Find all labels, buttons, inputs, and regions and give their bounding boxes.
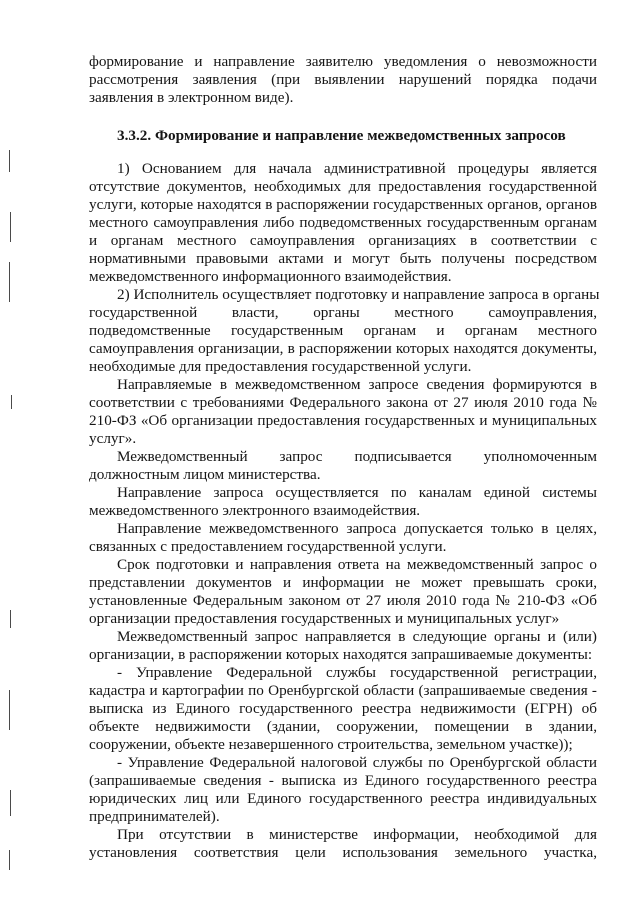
- text-line: и органам местного самоуправления организациях в соответствии с: [89, 232, 597, 249]
- text-line: должностным лицом министерства.: [89, 466, 321, 483]
- text-line: выписка из Единого государственного реестра недвижимости (ЕГРН) об: [89, 700, 597, 717]
- text-line: услуги, которые находятся в распоряжении государственных органов, органов: [89, 196, 597, 213]
- text-line: При отсутствии в министерстве информации, необходимой для: [117, 826, 597, 843]
- text-line: Срок подготовки и направления ответа на межведомственный запрос о: [117, 556, 597, 573]
- text-line: межведомственного информационного взаимодействия.: [89, 268, 452, 285]
- text-line: 210-ФЗ «Об организации предоставления государственных и муниципальных: [89, 412, 597, 429]
- text-line: Межведомственный запрос направляется в следующие органы и (или): [117, 628, 597, 645]
- text-line: кадастра и картографии по Оренбургской области (запрашиваемые сведения -: [89, 682, 597, 699]
- text-line: предпринимателей).: [89, 808, 220, 825]
- text-line: услуг».: [89, 430, 137, 447]
- text-line: установленные Федеральным законом от 27 июля 2010 года № 210-ФЗ «Об: [89, 592, 597, 609]
- text-line: организации, в распоряжении которых находятся запрашиваемые документы:: [89, 646, 593, 663]
- text-line: организации предоставления государственных и муниципальных услуг»: [89, 610, 560, 627]
- text-line: 2) Исполнитель осуществляет подготовку и направление запроса в органы: [117, 286, 600, 303]
- section-heading: 3.3.2. Формирование и направление межведомственных запросов: [117, 127, 566, 144]
- text-line: рассмотрения заявления (при выявлении нарушений порядка подачи: [89, 71, 597, 88]
- text-line: местного самоуправления либо подведомственных государственным органам: [89, 214, 597, 231]
- text-line: заявления в электронном виде).: [89, 89, 294, 106]
- text-line: установления соответствия цели использования земельного участка,: [89, 844, 597, 861]
- text-line: Направляемые в межведомственном запросе сведения формируются в: [117, 376, 597, 393]
- text-line: Направление межведомственного запроса допускается только в целях,: [117, 520, 597, 537]
- text-line: Направление запроса осуществляется по каналам единой системы: [117, 484, 597, 501]
- text-line: подведомственные государственным органам и органам местного: [89, 322, 597, 339]
- text-line: Межведомственный запрос подписывается уполномоченным: [117, 448, 597, 465]
- text-line: отсутствие документов, необходимых для предоставления государственной: [89, 178, 597, 195]
- text-line: необходимые для предоставления государственной услуги.: [89, 358, 472, 375]
- text-line: связанных с предоставлением государственной услуги.: [89, 538, 447, 555]
- text-line: - Управление Федеральной службы государственной регистрации,: [117, 664, 597, 681]
- text-line: соответствии с требованиями Федерального закона от 27 июля 2010 года №: [89, 394, 597, 411]
- text-line: - Управление Федеральной налоговой службы по Оренбургской области: [117, 754, 597, 771]
- text-line: самоуправления организации, в распоряжении которых находятся документы,: [89, 340, 597, 357]
- text-line: государственной власти, органы местного самоуправления,: [89, 304, 597, 321]
- text-line: межведомственного электронного взаимодействия.: [89, 502, 421, 519]
- text-line: объекте недвижимости (здании, сооружении, помещении в здании,: [89, 718, 597, 735]
- text-line: (запрашиваемые сведения - выписка из Единого государственного реестра: [89, 772, 597, 789]
- text-line: нормативными правовыми актами и могут быть получены посредством: [89, 250, 597, 267]
- text-line: юридических лиц или Единого государственного реестра индивидуальных: [89, 790, 597, 807]
- text-line: сооружении, объекте незавершенного строительства, земельном участке));: [89, 736, 573, 753]
- text-line: формирование и направление заявителю уведомления о невозможности: [89, 53, 597, 70]
- text-line: представлении документов и информации не может превышать сроки,: [89, 574, 597, 591]
- text-line: 1) Основанием для начала административной процедуры является: [117, 160, 597, 177]
